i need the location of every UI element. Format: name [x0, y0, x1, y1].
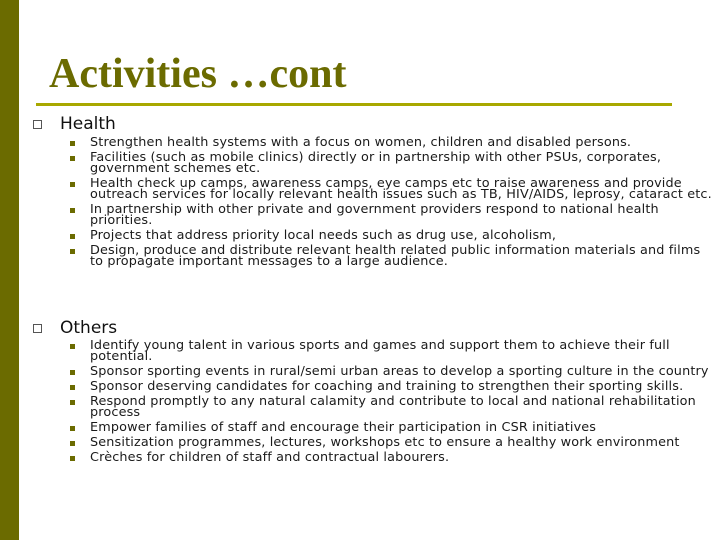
list-item: Projects that address priority local needs such as drug use, alcoholism, [90, 231, 712, 242]
list-item: Respond promptly to any natural calamity and contribute to local and national rehabilitation process [90, 397, 718, 419]
others-list [90, 338, 718, 468]
section-bullet-icon [33, 120, 42, 129]
health-list [90, 135, 712, 272]
list-item: Identify young talent in various sports and games and support them to achieve their full potential. [90, 341, 718, 363]
list-item: In partnership with other private and government providers respond to national health priorities. [90, 205, 712, 227]
section-heading-health: Health [60, 114, 116, 134]
section-heading-others: Others [60, 318, 118, 338]
list-item: Health check up camps, awareness camps, eye camps etc to raise awareness and provide outreach services for locally relevant health issues such as TB, HIV/AIDS, leprosy, cataract etc. [90, 175, 712, 202]
list-item: Design, produce and distribute relevant health related public information materials and films to propagate important messages to a large audience. [90, 246, 712, 268]
list-item: Sponsor sporting events in rural/semi urban areas to develop a sporting culture in the country [90, 367, 718, 378]
list-item: Strengthen health systems with a focus on women, children and disabled persons. [90, 138, 712, 149]
list-item: Sensitization programmes, lectures, workshops etc to ensure a healthy work environment [90, 438, 718, 449]
list-item: Empower families of staff and encourage their participation in CSR initiatives [90, 423, 718, 434]
section-bullet-icon [33, 324, 42, 333]
title-underline [36, 103, 672, 106]
list-item: Facilities (such as mobile clinics) directly or in partnership with other PSUs, corporates, government schemes etc. [90, 153, 712, 175]
slide-title: Activities …cont [49, 51, 347, 97]
left-accent-bar [0, 0, 19, 540]
list-item: Crèches for children of staff and contractual labourers. [90, 453, 718, 464]
list-item: Sponsor deserving candidates for coaching and training to strengthen their sporting skills. [90, 382, 718, 393]
